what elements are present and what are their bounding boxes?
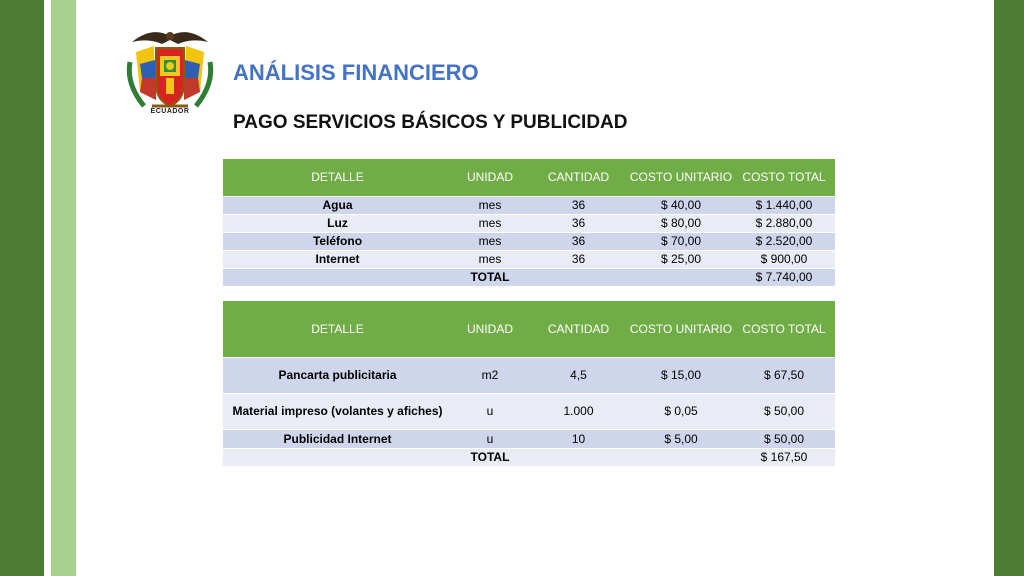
cell-costo-total: $ 2.880,00 [733,214,835,232]
cell-costo-total: $ 67,50 [733,357,835,393]
services-table [223,159,835,286]
cell-cantidad: 1.000 [528,393,629,429]
cell-cantidad: 36 [528,250,629,268]
total-label: TOTAL [452,268,528,286]
cell-unidad: mes [452,232,528,250]
left-dark-green-bar [0,0,44,576]
cell-unidad: u [452,393,528,429]
cell-detalle: Publicidad Internet [223,429,452,448]
cell-unidad: mes [452,196,528,214]
total-value: $ 7.740,00 [733,268,835,286]
cell-cantidad: 36 [528,232,629,250]
table-row [223,429,835,448]
cell-detalle: Agua [223,196,452,214]
header-costo-total: COSTO TOTAL [733,159,835,196]
header-unidad: UNIDAD [452,301,528,357]
cell-costo-total: $ 900,00 [733,250,835,268]
cell-cantidad: 4,5 [528,357,629,393]
table-row [223,232,835,250]
logo-caption: ECUADOR [150,108,190,115]
header-costo-unitario: COSTO UNITARIO [629,159,733,196]
cell-unidad: mes [452,214,528,232]
table-row [223,196,835,214]
header-detalle: DETALLE [223,301,452,357]
cell-detalle: Luz [223,214,452,232]
right-dark-green-bar [994,0,1024,576]
cell-costo-unitario: $ 70,00 [629,232,733,250]
cell-cantidad: 10 [528,429,629,448]
coat-of-arms-logo [122,22,218,120]
advertising-table [223,301,835,466]
header-cantidad: CANTIDAD [528,159,629,196]
page-title: ANÁLISIS FINANCIERO [233,60,479,85]
table-row [223,214,835,232]
cell-costo-unitario: $ 0,05 [629,393,733,429]
cell-cantidad: 36 [528,196,629,214]
cell-costo-total: $ 1.440,00 [733,196,835,214]
header-costo-unitario: COSTO UNITARIO [629,301,733,357]
cell-costo-total: $ 2.520,00 [733,232,835,250]
left-light-green-bar [51,0,76,576]
cell-costo-unitario: $ 25,00 [629,250,733,268]
table-row [223,250,835,268]
cell-detalle: Teléfono [223,232,452,250]
cell-detalle: Material impreso (volantes y afiches) [223,393,452,429]
cell-detalle: Internet [223,250,452,268]
cell-unidad: m2 [452,357,528,393]
header-cantidad: CANTIDAD [528,301,629,357]
header-unidad: UNIDAD [452,159,528,196]
total-row [223,448,835,466]
cell-costo-unitario: $ 5,00 [629,429,733,448]
cell-costo-total: $ 50,00 [733,393,835,429]
cell-costo-unitario: $ 15,00 [629,357,733,393]
cell-unidad: mes [452,250,528,268]
total-value: $ 167,50 [733,448,835,466]
table-row [223,393,835,429]
header-detalle: DETALLE [223,159,452,196]
cell-detalle: Pancarta publicitaria [223,357,452,393]
table-header-row [223,301,835,357]
table-header-row [223,159,835,196]
total-row [223,268,835,286]
cell-costo-unitario: $ 40,00 [629,196,733,214]
cell-costo-unitario: $ 80,00 [629,214,733,232]
table-row [223,357,835,393]
cell-cantidad: 36 [528,214,629,232]
total-label: TOTAL [452,448,528,466]
page-subtitle: PAGO SERVICIOS BÁSICOS Y PUBLICIDAD [233,112,628,133]
cell-costo-total: $ 50,00 [733,429,835,448]
header-costo-total: COSTO TOTAL [733,301,835,357]
cell-unidad: u [452,429,528,448]
